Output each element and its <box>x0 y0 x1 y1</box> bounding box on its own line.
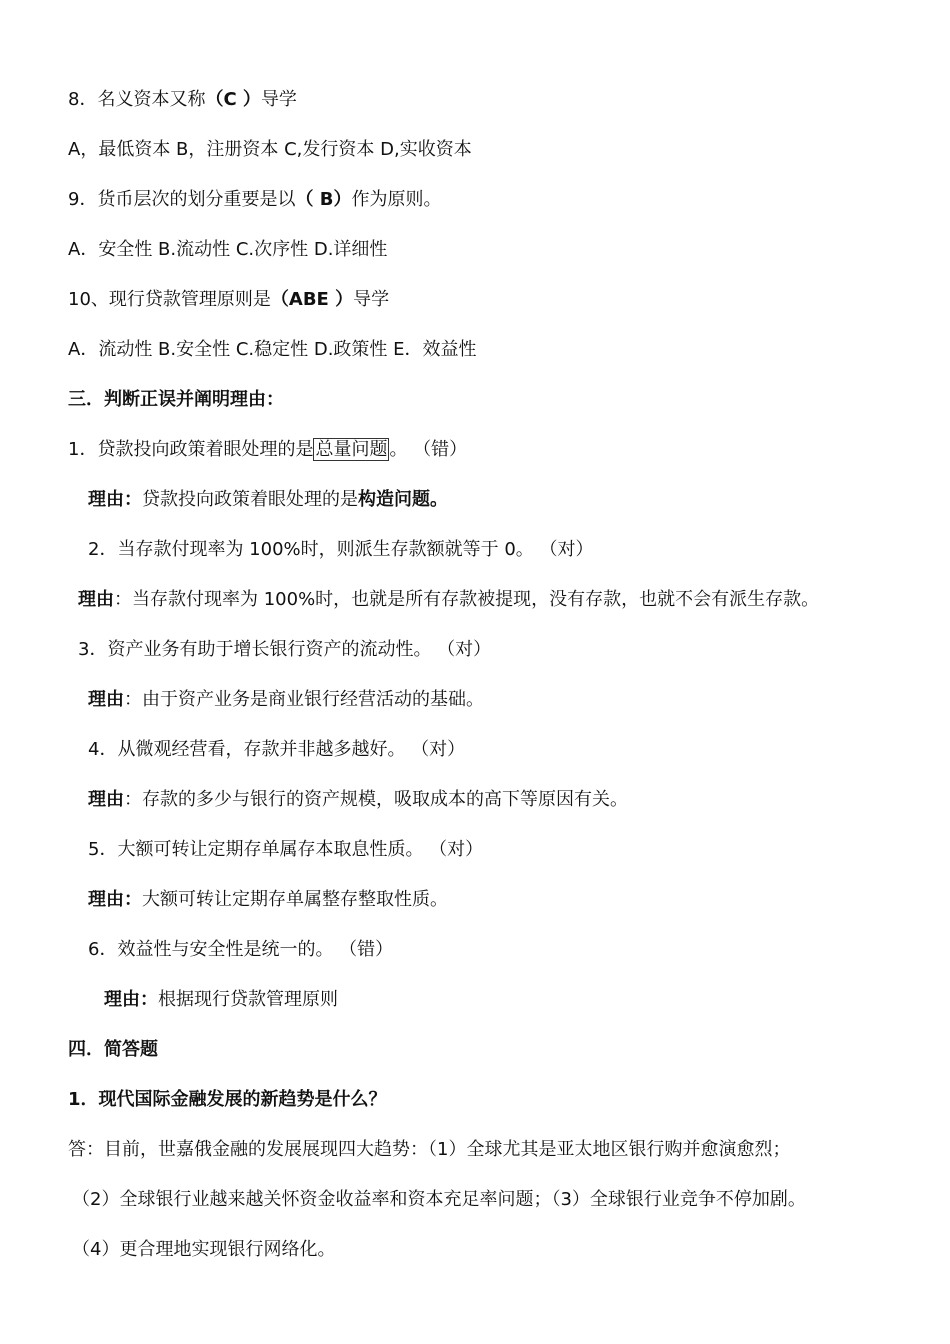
reason-1 <box>88 488 448 512</box>
judgment-4: 4．从微观经营看，存款并非越多越好。 （对） <box>88 739 466 760</box>
question-9 <box>68 188 441 212</box>
judgment-1-boxed-term: 总量问题 <box>315 439 388 460</box>
reason-3-label: 理由 <box>88 689 124 710</box>
question-8 <box>68 88 297 112</box>
reason-2 <box>78 588 819 612</box>
answer-1-line-2: （2）全球银行业越来越关怀资金收益率和资本充足率问题；（3）全球银行业竞争不停加剧。 <box>72 1189 806 1210</box>
reason-6-text: 根据现行贷款管理原则 <box>158 989 338 1010</box>
reason-1-label: 理由： <box>88 489 142 510</box>
question-8-text: 8．名义资本又称 <box>68 89 206 110</box>
question-10-suffix: 导学 <box>353 289 390 310</box>
judgment-1 <box>68 438 467 462</box>
question-9-options: A．安全性 B.流动性 C.次序性 D.详细性 <box>68 239 388 260</box>
question-10 <box>68 288 389 312</box>
reason-2-text: ：当存款付现率为 100%时，也就是所有存款被提现，没有存款，也就不会有派生存款。 <box>114 589 820 610</box>
question-8-suffix: 导学 <box>260 89 297 110</box>
reason-4-text: ：存款的多少与银行的资产规模，吸取成本的高下等原因有关。 <box>124 789 628 810</box>
question-8-options: A，最低资本 B，注册资本 C,发行资本 D,实收资本 <box>68 139 472 160</box>
section-3-title: 三．判断正误并阐明理由： <box>68 389 284 410</box>
reason-5 <box>88 888 448 912</box>
question-10-options: A．流动性 B.安全性 C.稳定性 D.政策性 E．效益性 <box>68 339 477 360</box>
reason-4 <box>88 788 628 812</box>
judgment-1-text: 1．贷款投向政策着眼处理的是 <box>68 439 314 460</box>
reason-1-text: 贷款投向政策着眼处理的是 <box>142 489 358 510</box>
judgment-3: 3．资产业务有助于增长银行资产的流动性。 （对） <box>78 639 492 660</box>
reason-6 <box>104 988 338 1012</box>
reason-6-label: 理由： <box>104 989 158 1010</box>
question-10-text: 10、现行贷款管理原则是 <box>68 289 271 310</box>
question-9-suffix: 作为原则。 <box>351 189 442 210</box>
reason-5-text: 大额可转让定期存单属整存整取性质。 <box>142 889 448 910</box>
answer-1-line-1: 答：目前，世嘉俄金融的发展展现四大趋势：（1）全球尤其是亚太地区银行购并愈演愈烈； <box>68 1139 791 1160</box>
question-9-text: 9．货币层次的划分重要是以 <box>68 189 296 210</box>
judgment-1-verdict: 。 （错） <box>389 439 468 460</box>
reason-2-label: 理由 <box>78 589 114 610</box>
question-10-answer: （ABE ） <box>270 289 354 310</box>
reason-3 <box>88 688 484 712</box>
short-question-1: 1．现代国际金融发展的新趋势是什么？ <box>68 1089 387 1110</box>
question-9-answer: （ B） <box>295 189 352 210</box>
judgment-5: 5．大额可转让定期存单属存本取息性质。 （对） <box>88 839 484 860</box>
reason-4-label: 理由 <box>88 789 124 810</box>
reason-1-emphasis: 构造问题。 <box>358 489 448 510</box>
answer-1-line-3: （4）更合理地实现银行网络化。 <box>72 1239 336 1260</box>
section-4-title: 四．简答题 <box>68 1039 158 1060</box>
judgment-6: 6．效益性与安全性是统一的。 （错） <box>88 939 394 960</box>
judgment-2: 2．当存款付现率为 100%时，则派生存款额就等于 0。 （对） <box>88 539 594 560</box>
reason-3-text: ：由于资产业务是商业银行经营活动的基础。 <box>124 689 484 710</box>
reason-5-label: 理由： <box>88 889 142 910</box>
question-8-answer: （C ） <box>205 89 261 110</box>
